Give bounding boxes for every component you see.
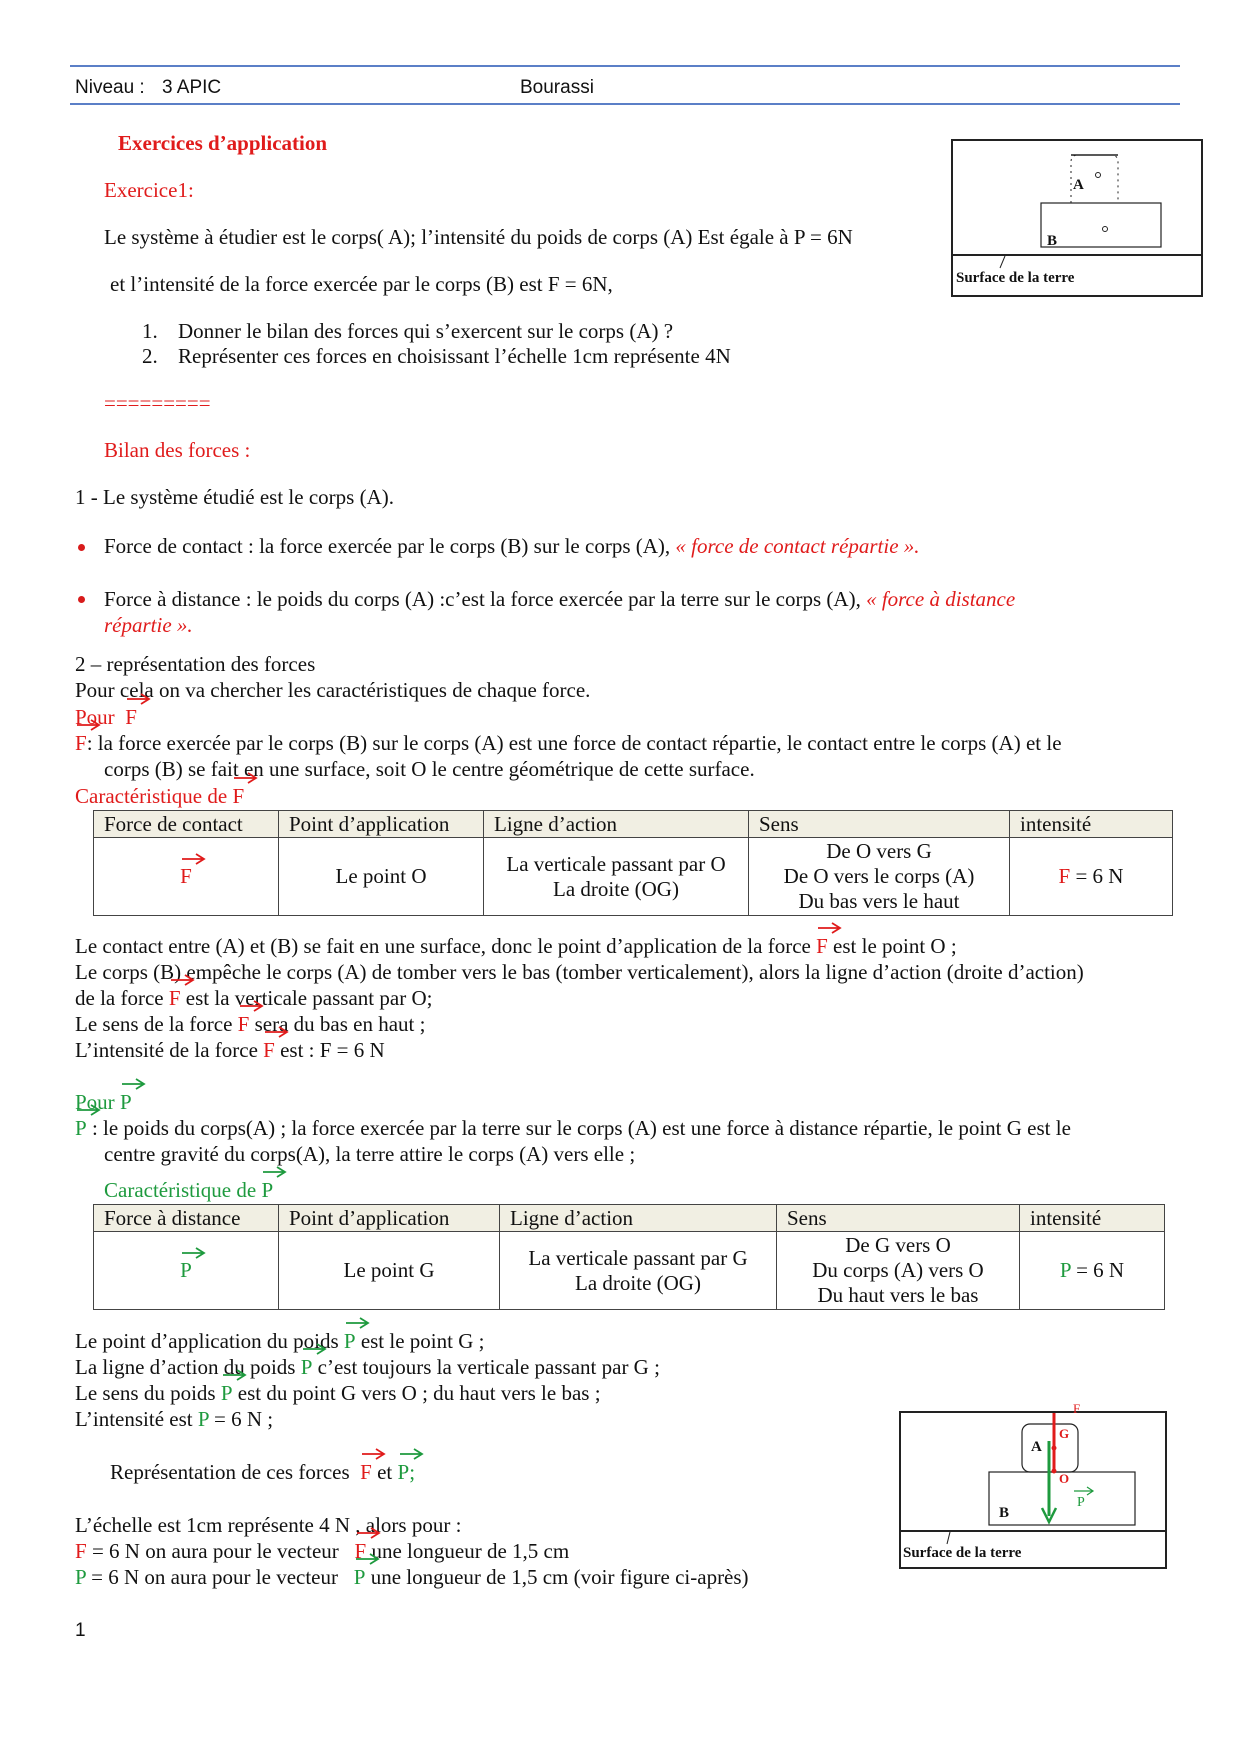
vector-p bbox=[120, 1089, 132, 1115]
vector-f-letter: F bbox=[75, 731, 87, 755]
explain-f-line-1 bbox=[75, 933, 957, 959]
explain-text: est le point O ; bbox=[833, 934, 957, 958]
representation-and: et bbox=[377, 1460, 393, 1484]
vector-arrow-icon bbox=[76, 717, 102, 731]
table-header-cell: Sens bbox=[777, 1205, 1020, 1232]
table-header-cell: intensité bbox=[1010, 811, 1173, 838]
table-caracteristiques-f bbox=[93, 810, 1173, 916]
header-niveau-label: Niveau : bbox=[75, 77, 145, 98]
explain-text: est : F = 6 N bbox=[280, 1038, 385, 1062]
vector-f bbox=[232, 783, 244, 809]
section2-intro: Pour cela on va chercher les caractéristiques de chaque force. bbox=[75, 678, 591, 702]
vector-p-letter: P bbox=[75, 1116, 87, 1140]
question-1-number: 1. bbox=[142, 319, 158, 343]
intensity-symbol-p: P bbox=[197, 1407, 209, 1431]
vector-f bbox=[180, 864, 192, 889]
explain-text: Le sens du poids bbox=[75, 1381, 216, 1405]
vector-f bbox=[360, 1459, 372, 1485]
vector-arrow-icon bbox=[361, 1446, 387, 1460]
scale-text: une longueur de 1,5 cm (voir figure ci-après) bbox=[370, 1565, 749, 1589]
caracteristique-p-heading bbox=[104, 1177, 273, 1203]
sens-line: De G vers O bbox=[845, 1233, 951, 1257]
vector-f-letter: F bbox=[125, 705, 137, 729]
vector-f-letter: F bbox=[180, 864, 192, 888]
vector-arrow-icon bbox=[262, 1164, 288, 1178]
vector-p-letter: P bbox=[261, 1178, 274, 1202]
scale-text: = 6 N on aura pour le vecteur bbox=[91, 1539, 339, 1563]
table-row bbox=[94, 838, 1173, 916]
sens-line: Du haut vers le bas bbox=[817, 1283, 979, 1307]
vector-arrow-icon bbox=[817, 920, 843, 934]
bullet-distance bbox=[104, 586, 1015, 612]
scale-line-1: L’échelle est 1cm représente 4 N , alors pour : bbox=[75, 1513, 462, 1537]
table-header-cell: Ligne d’action bbox=[484, 811, 749, 838]
statement-line-1: Le système à étudier est le corps( A); l’intensité du poids de corps (A) Est égale à P = 6N bbox=[104, 225, 853, 249]
intensite-symbol: F bbox=[1058, 864, 1071, 888]
vector-p-letter: P bbox=[353, 1565, 366, 1589]
separator: ========= bbox=[104, 391, 211, 415]
figure-forces-drawing bbox=[901, 1413, 1165, 1567]
table-row bbox=[94, 1232, 1165, 1310]
p-description-text: : le poids du corps(A) ; la force exercée par la terre sur le corps (A) est une force à distance répartie, le point G est le bbox=[91, 1116, 1071, 1140]
vector-arrow-icon bbox=[239, 998, 265, 1012]
figure2-label-b: B bbox=[999, 1505, 1010, 1521]
explain-text: de la force bbox=[75, 986, 164, 1010]
vector-arrow-icon bbox=[222, 1367, 248, 1381]
bullet-icon bbox=[78, 596, 85, 603]
figure1-ground-label: Surface de la terre bbox=[956, 270, 1075, 286]
f-description-text: : la force exercée par le corps (B) sur le corps (A) est une force de contact répartie, le contact entre le corps (A) et le bbox=[86, 731, 1062, 755]
explain-text: est la verticale passant par O; bbox=[185, 986, 433, 1010]
explain-text: L’intensité est bbox=[75, 1407, 193, 1431]
vector-arrow-icon bbox=[181, 1245, 207, 1259]
sens-line: De O vers G bbox=[826, 839, 932, 863]
intensite-value: = 6 N bbox=[1076, 1258, 1125, 1282]
p-description-line-2: centre gravité du corps(A), la terre attire le corps (A) vers elle ; bbox=[104, 1142, 636, 1166]
table-header-cell: Point d’application bbox=[279, 811, 484, 838]
table-cell-ligne bbox=[500, 1232, 777, 1310]
figure1-label-b: B bbox=[1047, 233, 1058, 249]
exercise-label: Exercice1: bbox=[104, 178, 194, 202]
explain-text: Le point d’application du poids bbox=[75, 1329, 339, 1353]
table-header-cell: Force à distance bbox=[94, 1205, 279, 1232]
vector-p-letter: P bbox=[119, 1090, 132, 1114]
section2-title: 2 – représentation des forces bbox=[75, 652, 316, 676]
f-description-line-2: corps (B) se fait en une surface, soit O le centre géométrique de cette surface. bbox=[104, 757, 755, 781]
explain-text: est le point G ; bbox=[360, 1329, 485, 1353]
representation-label: Représentation de ces forces bbox=[110, 1460, 350, 1484]
vector-p-letter: P bbox=[300, 1355, 313, 1379]
vector-arrow-icon bbox=[345, 1315, 371, 1329]
representation-line bbox=[110, 1459, 415, 1485]
vector-p bbox=[75, 1115, 87, 1141]
figure-bodies-diagram bbox=[951, 139, 1203, 297]
caracteristique-label: Caractéristique de bbox=[104, 1178, 257, 1202]
statement-line-2: et l’intensité de la force exercée par le corps (B) est F = 6N, bbox=[110, 272, 613, 296]
figure2-label-a: A bbox=[1031, 1439, 1042, 1455]
bilan-title: Bilan des forces : bbox=[104, 438, 251, 462]
vector-f-letter: F bbox=[168, 986, 181, 1010]
vector-p bbox=[261, 1177, 273, 1203]
table-header-cell: Force de contact bbox=[94, 811, 279, 838]
vector-arrow-icon bbox=[170, 972, 196, 986]
vector-f-letter: F bbox=[263, 1038, 275, 1062]
explain-text: sera du bas en haut ; bbox=[254, 1012, 426, 1036]
vector-f-letter: F bbox=[360, 1460, 372, 1484]
figure2-label-p: P bbox=[1077, 1495, 1085, 1510]
vector-f bbox=[263, 1037, 275, 1063]
figure-forces-diagram bbox=[899, 1401, 1167, 1569]
pour-label: Pour bbox=[75, 705, 115, 729]
figure2-ground-label: Surface de la terre bbox=[903, 1545, 1022, 1561]
vector-arrow-icon bbox=[76, 1102, 102, 1116]
caracteristique-label: Caractéristique de bbox=[75, 784, 228, 808]
table-cell-ligne bbox=[484, 838, 749, 916]
caracteristique-f-heading bbox=[75, 783, 244, 809]
table-cell-sens bbox=[749, 838, 1010, 916]
header-author: Bourassi bbox=[520, 77, 594, 98]
vector-arrow-icon bbox=[356, 1525, 382, 1539]
explain-text: Le contact entre (A) et (B) se fait en une surface, donc le point d’application de la force bbox=[75, 934, 811, 958]
explain-p-line-3 bbox=[75, 1380, 601, 1406]
vector-arrow-icon bbox=[126, 691, 152, 705]
page-number: 1 bbox=[75, 1620, 86, 1641]
vector-p-letter: P bbox=[343, 1329, 356, 1353]
bullet-icon bbox=[78, 544, 85, 551]
question-2-number: 2. bbox=[142, 344, 158, 368]
representation-end: ; bbox=[409, 1460, 416, 1484]
explain-text: est du point G vers O ; du haut vers le bas ; bbox=[237, 1381, 601, 1405]
explain-text: Le sens de la force bbox=[75, 1012, 233, 1036]
scale-line-3 bbox=[75, 1564, 749, 1590]
ligne-line: La verticale passant par O bbox=[506, 851, 726, 876]
scale-text: une longueur de 1,5 cm bbox=[371, 1539, 570, 1563]
vector-arrow-icon bbox=[399, 1446, 425, 1460]
header-bottom-rule bbox=[70, 103, 1180, 105]
vector-p-letter: P bbox=[180, 1258, 192, 1282]
intensite-symbol: P bbox=[1059, 1258, 1071, 1282]
explain-f-line-2: Le corps (B) empêche le corps (A) de tomber vers le bas (tomber verticalement), alors la ligne d’action (droite d’action) bbox=[75, 960, 1084, 984]
ligne-line: La droite (OG) bbox=[553, 876, 679, 901]
bullet-distance-emphasis-end: répartie ». bbox=[104, 613, 193, 637]
explain-text: La ligne d’action du poids bbox=[75, 1355, 296, 1379]
bullet-contact-emphasis: « force de contact répartie ». bbox=[675, 534, 920, 558]
vector-f-letter: F bbox=[354, 1539, 367, 1563]
table-cell-force bbox=[94, 1232, 279, 1310]
ligne-line: La verticale passant par G bbox=[528, 1245, 748, 1270]
p-description-line-1 bbox=[75, 1115, 1071, 1141]
vector-p bbox=[221, 1380, 233, 1406]
vector-f bbox=[75, 730, 87, 756]
bullet-distance-emphasis: « force à distance bbox=[866, 587, 1016, 611]
table-header-cell: intensité bbox=[1020, 1205, 1165, 1232]
sens-line: Du corps (A) vers O bbox=[812, 1258, 984, 1282]
explain-text: = 6 N ; bbox=[214, 1407, 274, 1431]
table-header-cell: Point d’application bbox=[279, 1205, 500, 1232]
sens-line: Du bas vers le haut bbox=[798, 889, 960, 913]
explain-f-line-4 bbox=[75, 1011, 425, 1037]
vector-p bbox=[180, 1258, 192, 1283]
vector-f-letter: F bbox=[816, 934, 828, 958]
header-top-rule bbox=[70, 65, 1180, 67]
table-cell-sens bbox=[777, 1232, 1020, 1310]
vector-arrow-icon bbox=[233, 770, 259, 784]
vector-p-letter: P bbox=[220, 1381, 233, 1405]
scale-line-2 bbox=[75, 1538, 569, 1564]
table-cell-point: Le point O bbox=[279, 838, 484, 916]
page-title: Exercices d’application bbox=[118, 131, 328, 155]
vector-p bbox=[354, 1564, 366, 1590]
explain-text: c’est toujours la verticale passant par G ; bbox=[317, 1355, 660, 1379]
explain-text: L’intensité de la force bbox=[75, 1038, 258, 1062]
vector-f-letter: F bbox=[232, 784, 245, 808]
figure2-label-o: O bbox=[1059, 1471, 1070, 1486]
intensite-value: = 6 N bbox=[1075, 864, 1124, 888]
ligne-line: La droite (OG) bbox=[575, 1270, 701, 1295]
table-header-cell: Sens bbox=[749, 811, 1010, 838]
vector-p-letter: P bbox=[397, 1460, 410, 1484]
table-cell-point: Le point G bbox=[279, 1232, 500, 1310]
bullet-distance-text: Force à distance : le poids du corps (A) :c’est la force exercée par la terre sur le corps (A), bbox=[104, 587, 861, 611]
intensity-symbol-p: P bbox=[75, 1565, 86, 1589]
question-2-text: Représenter ces forces en choisissant l’échelle 1cm représente 4N bbox=[178, 344, 731, 368]
vector-f bbox=[238, 1011, 250, 1037]
table-header-row bbox=[94, 1205, 1165, 1232]
table-caracteristiques-p bbox=[93, 1204, 1165, 1310]
vector-arrow-icon bbox=[121, 1076, 147, 1090]
vector-f bbox=[125, 704, 137, 730]
explain-p-line-1 bbox=[75, 1328, 484, 1354]
vector-f bbox=[816, 933, 828, 959]
vector-arrow-icon bbox=[264, 1024, 290, 1038]
bullet-contact-text: Force de contact : la force exercée par le corps (B) sur le corps (A), bbox=[104, 534, 671, 558]
f-description-line-1 bbox=[75, 730, 1062, 756]
explain-p-line-4 bbox=[75, 1406, 273, 1432]
question-1-text: Donner le bilan des forces qui s’exercent sur le corps (A) ? bbox=[178, 319, 674, 343]
scale-text: = 6 N on aura pour le vecteur bbox=[91, 1565, 338, 1589]
vector-p bbox=[398, 1459, 410, 1485]
vector-f-letter: F bbox=[237, 1012, 250, 1036]
explain-f-line-5 bbox=[75, 1037, 385, 1063]
table-header-row bbox=[94, 811, 1173, 838]
explain-p-line-2 bbox=[75, 1354, 660, 1380]
table-cell-force bbox=[94, 838, 279, 916]
intensity-symbol-f: F bbox=[75, 1539, 87, 1563]
vector-f bbox=[169, 985, 181, 1011]
figure2-label-g: G bbox=[1059, 1426, 1070, 1441]
bullet-contact bbox=[104, 533, 920, 559]
vector-arrow-icon bbox=[181, 851, 207, 865]
sens-line: De O vers le corps (A) bbox=[783, 864, 975, 888]
vector-arrow-icon bbox=[355, 1551, 381, 1565]
header-niveau-value: 3 APIC bbox=[162, 77, 222, 98]
table-cell-intensite bbox=[1010, 838, 1173, 916]
system-statement: 1 - Le système étudié est le corps (A). bbox=[75, 485, 394, 509]
figure1-label-a: A bbox=[1073, 177, 1084, 193]
vector-arrow-icon bbox=[302, 1341, 328, 1355]
table-header-cell: Ligne d’action bbox=[500, 1205, 777, 1232]
vector-p bbox=[344, 1328, 356, 1354]
figure2-label-f: F bbox=[1073, 1401, 1081, 1416]
pour-label: Pour bbox=[75, 1090, 115, 1114]
vector-p bbox=[301, 1354, 313, 1380]
table-cell-intensite bbox=[1020, 1232, 1165, 1310]
